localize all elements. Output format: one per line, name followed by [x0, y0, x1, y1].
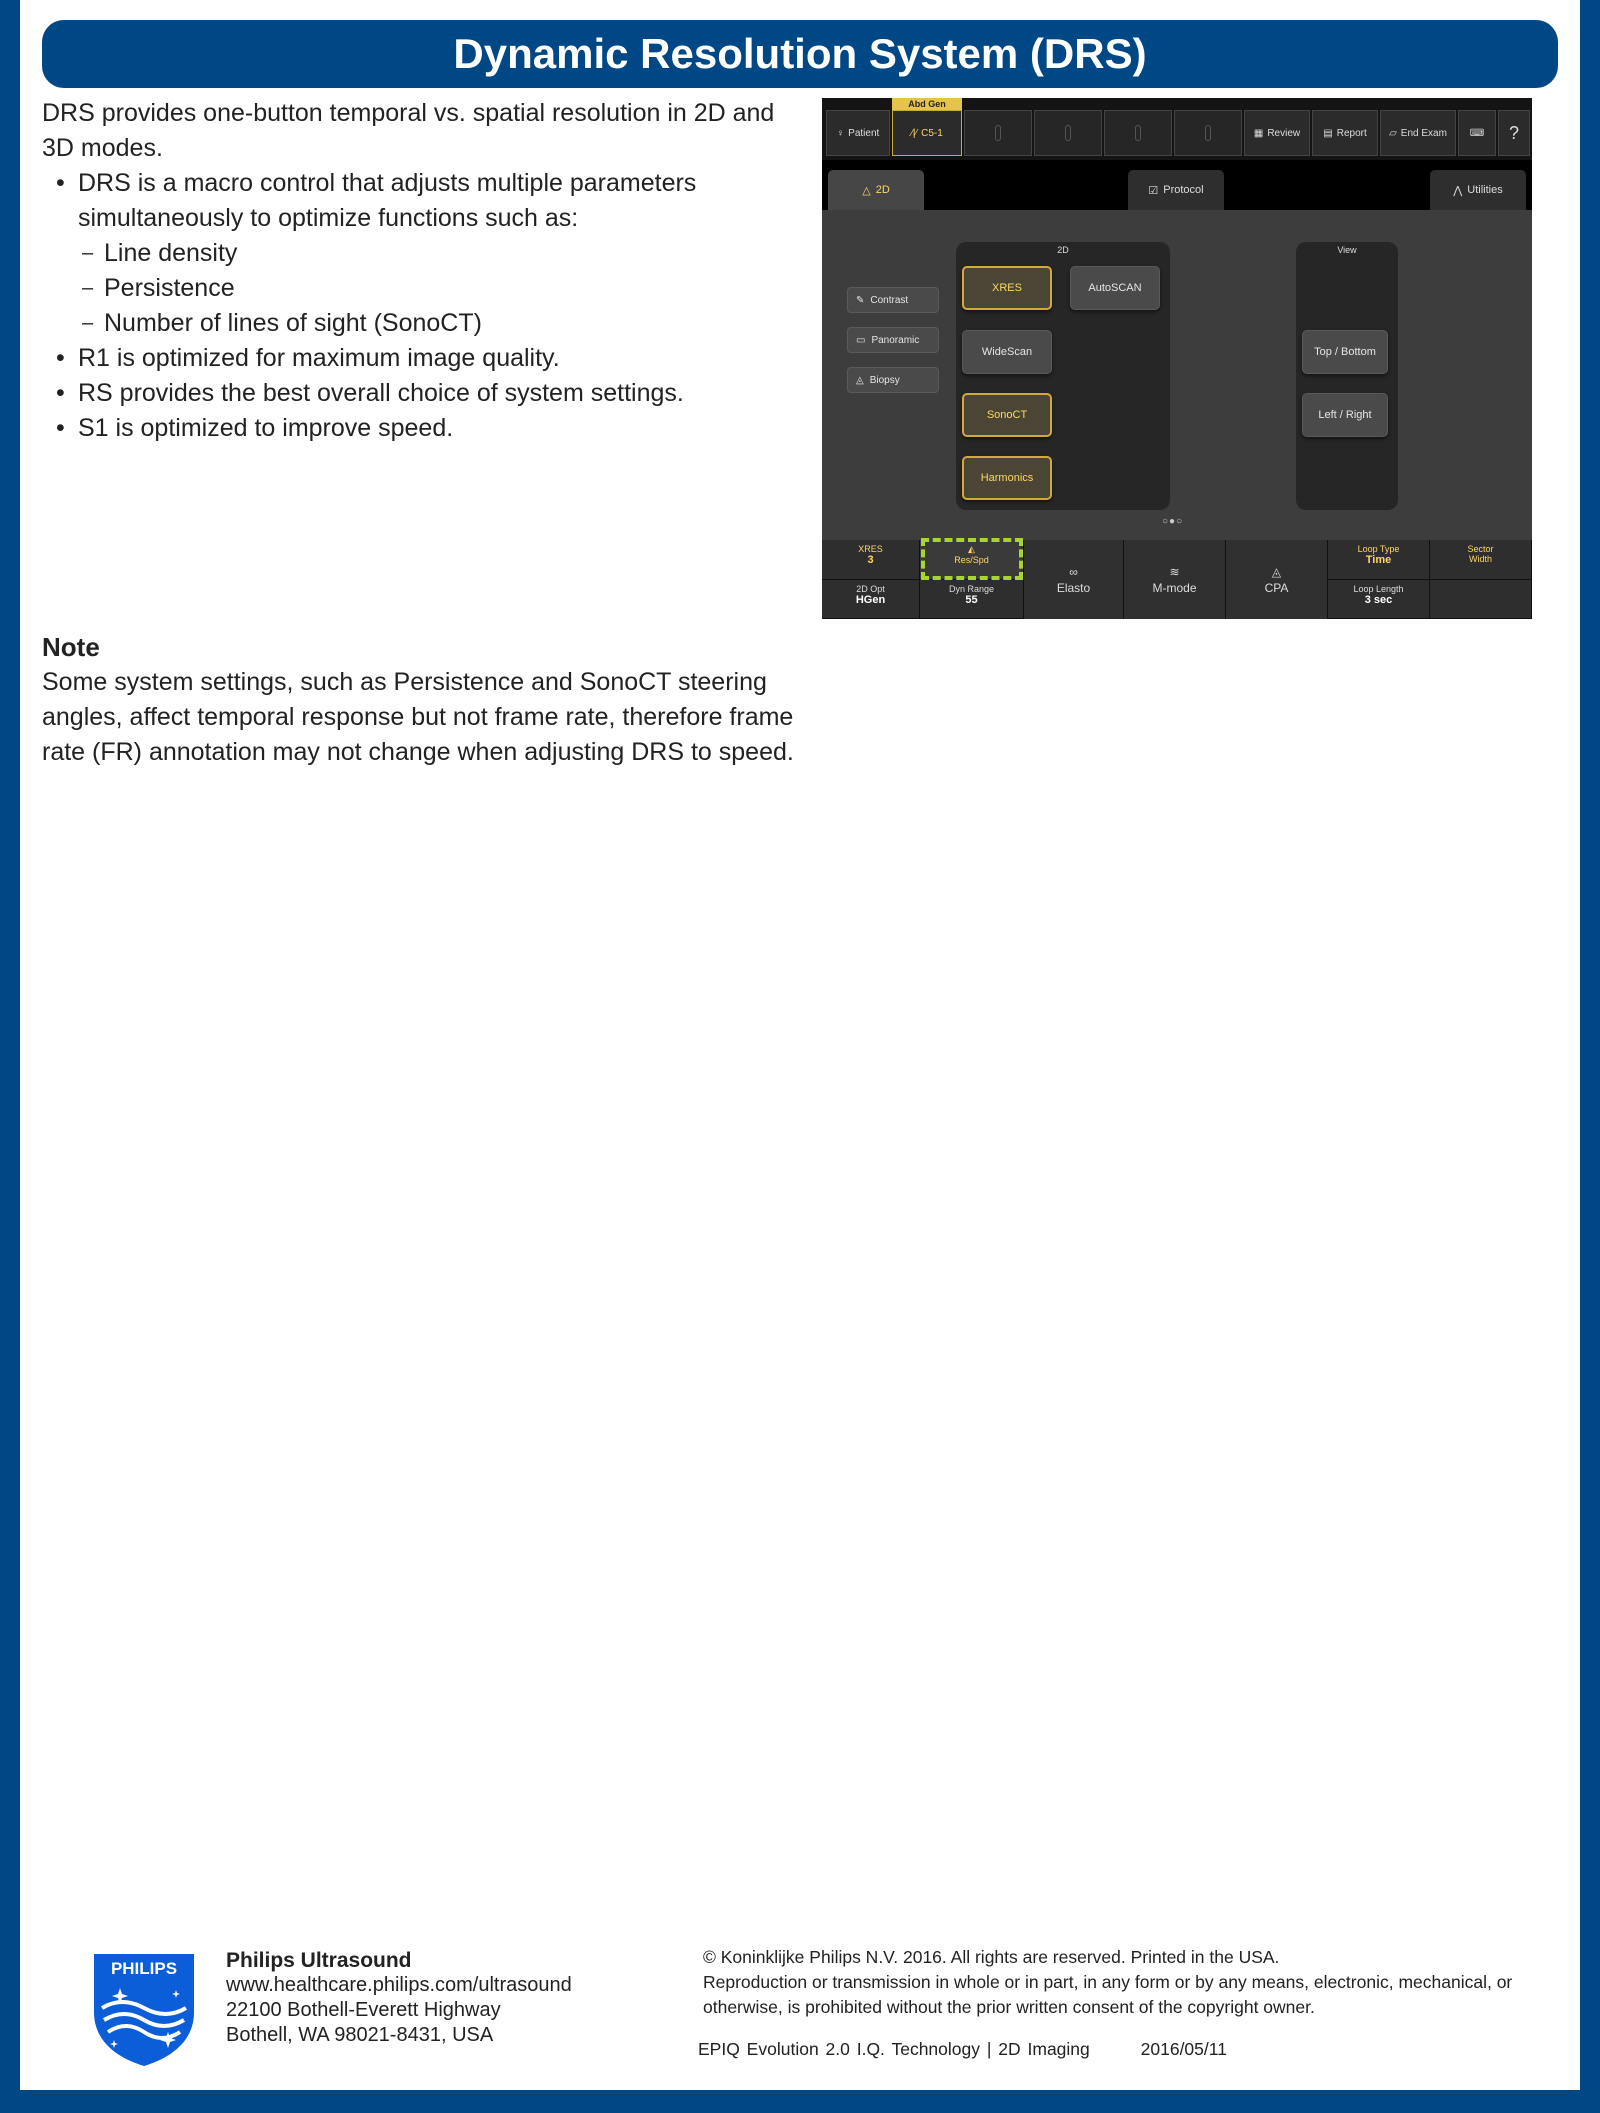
- waveform-icon: ⋀: [1453, 184, 1463, 197]
- keyboard-button[interactable]: [1458, 110, 1496, 156]
- biopsy-label: Biopsy: [869, 374, 900, 386]
- feature-list: [42, 166, 812, 446]
- dyn-range-label: Dyn Range: [948, 584, 995, 594]
- empty-transducer-slot[interactable]: [964, 110, 1032, 156]
- note-heading: Note: [42, 632, 100, 662]
- 2d-opt-label: 2D Opt: [856, 584, 885, 594]
- res-spd-label: Res/Spd: [954, 555, 989, 565]
- elasto-label: Elasto: [1056, 580, 1091, 595]
- list-item: • R1 is optimized for maximum image quality.: [42, 341, 812, 376]
- intro-lead: DRS provides one-button temporal vs. spatial resolution in 2D and 3D modes.: [42, 99, 775, 162]
- sub-list-item: – Persistence: [42, 271, 812, 306]
- dyn-range-value: 55: [965, 594, 978, 606]
- note-text: Some system settings, such as Persistence and SonoCT steering angles, affect temporal response but not frame rate, therefore frame rate (FR) annotation may not change when adjusting DRS to speed.: [42, 668, 794, 766]
- elasto-icon: ∞: [1069, 564, 1078, 579]
- copyright-notice: [703, 1945, 1563, 2020]
- panel-2d: [956, 242, 1170, 510]
- sector-width-control[interactable]: Sector Width: [1430, 540, 1532, 580]
- company-website[interactable]: www.healthcare.philips.com/ultrasound: [226, 1974, 572, 1996]
- help-button[interactable]: ?: [1498, 110, 1530, 156]
- loop-type-label: Loop Type: [1357, 544, 1400, 554]
- report-label: Report: [1336, 127, 1367, 139]
- highlight-box: [921, 538, 1023, 580]
- top-bottom-button[interactable]: Top / Bottom: [1302, 330, 1388, 374]
- end-exam-label: End Exam: [1400, 127, 1447, 139]
- sub-list-item: – Line density: [42, 236, 812, 271]
- list-item: • DRS is a macro control that adjusts multiple parameters simultaneously to optimize functions such as:: [42, 166, 812, 236]
- note-section: [42, 630, 832, 770]
- tab-protocol-label: Protocol: [1163, 184, 1204, 196]
- widescan-button[interactable]: WideScan: [962, 330, 1052, 374]
- biopsy-icon: ◬: [856, 374, 864, 386]
- contrast-label: Contrast: [870, 294, 909, 306]
- review-button[interactable]: [1244, 110, 1310, 156]
- empty-transducer-slot[interactable]: [1034, 110, 1102, 156]
- philips-logo: [90, 1950, 198, 2068]
- page-title: Dynamic Resolution System (DRS): [42, 20, 1558, 88]
- autoscan-button[interactable]: AutoSCAN: [1070, 266, 1160, 310]
- mmode-icon: ≋: [1169, 564, 1180, 579]
- review-label: Review: [1267, 127, 1301, 139]
- 2d-opt-value: HGen: [855, 594, 886, 606]
- loop-length-control[interactable]: [1328, 580, 1430, 619]
- tab-2d[interactable]: [828, 170, 924, 210]
- mmode-label: M-mode: [1152, 580, 1197, 595]
- empty-transducer-slot[interactable]: [1104, 110, 1172, 156]
- patient-button[interactable]: [826, 110, 890, 156]
- mmode-button[interactable]: [1124, 540, 1226, 619]
- slot-icon: [995, 125, 1001, 141]
- xres-control[interactable]: [822, 540, 920, 580]
- transducer-label: C5-1: [921, 127, 943, 139]
- cpa-label: CPA: [1264, 580, 1289, 595]
- syringe-icon: ✎: [856, 294, 865, 306]
- list-item: • RS provides the best overall choice of system settings.: [42, 376, 812, 411]
- document-id: [698, 2039, 1227, 2060]
- company-info: [226, 1948, 646, 2048]
- folder-icon: ▱: [1389, 127, 1397, 139]
- preset-badge: Abd Gen: [892, 98, 962, 110]
- panoramic-label: Panoramic: [871, 334, 920, 346]
- touchscreen-topbar: [822, 98, 1532, 160]
- cpa-icon: ◬: [1271, 564, 1282, 579]
- document-date: 2016/05/11: [1140, 2039, 1227, 2059]
- touchscreen-screenshot: [822, 98, 1532, 619]
- transducer-button[interactable]: [892, 110, 962, 156]
- xres-control-value: 3: [867, 554, 874, 566]
- patient-label: Patient: [848, 127, 880, 139]
- slot-icon: [1205, 125, 1211, 141]
- page-indicator[interactable]: ○●○: [1162, 516, 1184, 527]
- tab-utilities[interactable]: [1430, 170, 1526, 210]
- loop-length-label: Loop Length: [1353, 584, 1404, 594]
- panoramic-button[interactable]: [847, 327, 939, 353]
- sector-icon: △: [862, 184, 871, 197]
- tab-2d-label: 2D: [875, 184, 890, 196]
- page: [20, 0, 1580, 2090]
- document-title: EPIQ Evolution 2.0 I.Q. Technology | 2D Imaging: [698, 2039, 1090, 2059]
- company-name: Philips Ultrasound: [226, 1949, 412, 1972]
- tab-protocol[interactable]: [1128, 170, 1224, 210]
- bottom-controls: [822, 540, 1532, 619]
- contrast-button[interactable]: [847, 287, 939, 313]
- cpa-button[interactable]: [1226, 540, 1328, 619]
- copyright-line: © Koninklijke Philips N.V. 2016. All rights are reserved. Printed in the USA.: [703, 1947, 1280, 1967]
- company-address-line2: Bothell, WA 98021-8431, USA: [226, 2024, 494, 2046]
- grid-icon: ▦: [1253, 127, 1264, 139]
- panel-2d-title: 2D: [1057, 245, 1069, 255]
- transducer-icon: ⁄|⁄: [911, 127, 918, 139]
- copyright-terms: Reproduction or transmission in whole or in part, in any form or by any means, electronic, mechanical, or otherwise, is prohibited without the prior written consent of the copyright owner.: [703, 1972, 1513, 2017]
- company-address-line1: 22100 Bothell-Everett Highway: [226, 1999, 501, 2021]
- 2d-opt-control[interactable]: [822, 580, 920, 619]
- slot-icon: [1135, 125, 1141, 141]
- empty-transducer-slot[interactable]: [1174, 110, 1242, 156]
- intro-text: [42, 96, 812, 446]
- xres-control-label: XRES: [858, 544, 883, 554]
- patient-icon: ♀: [836, 127, 845, 139]
- loop-type-control[interactable]: [1328, 540, 1430, 580]
- end-exam-button[interactable]: [1380, 110, 1456, 156]
- dyn-range-control[interactable]: [920, 580, 1024, 619]
- left-right-button[interactable]: Left / Right: [1302, 393, 1388, 437]
- loop-type-value: Time: [1365, 554, 1392, 566]
- res-spd-icon: ◭: [968, 544, 975, 554]
- harmonics-button[interactable]: Harmonics: [962, 456, 1052, 500]
- logo-wordmark: PHILIPS: [110, 1959, 178, 1978]
- panel-view: [1296, 242, 1398, 510]
- checkbox-icon: ☑: [1148, 184, 1159, 197]
- sonoct-button[interactable]: SonoCT: [962, 393, 1052, 437]
- panel-view-title: View: [1337, 245, 1357, 255]
- loop-length-value: 3 sec: [1364, 594, 1393, 606]
- biopsy-button[interactable]: [847, 367, 939, 393]
- mode-tab-row: [822, 160, 1532, 210]
- xres-button[interactable]: XRES: [962, 266, 1052, 310]
- tab-utilities-label: Utilities: [1467, 184, 1503, 196]
- keyboard-icon: ⌨: [1469, 127, 1485, 139]
- empty-control: [1430, 580, 1532, 619]
- panoramic-icon: ▭: [856, 334, 866, 346]
- elasto-button[interactable]: [1024, 540, 1124, 619]
- report-button[interactable]: [1312, 110, 1378, 156]
- sub-list-item: – Number of lines of sight (SonoCT): [42, 306, 812, 341]
- slot-icon: [1065, 125, 1071, 141]
- document-icon: ▤: [1323, 127, 1333, 139]
- list-item: • S1 is optimized to improve speed.: [42, 411, 812, 446]
